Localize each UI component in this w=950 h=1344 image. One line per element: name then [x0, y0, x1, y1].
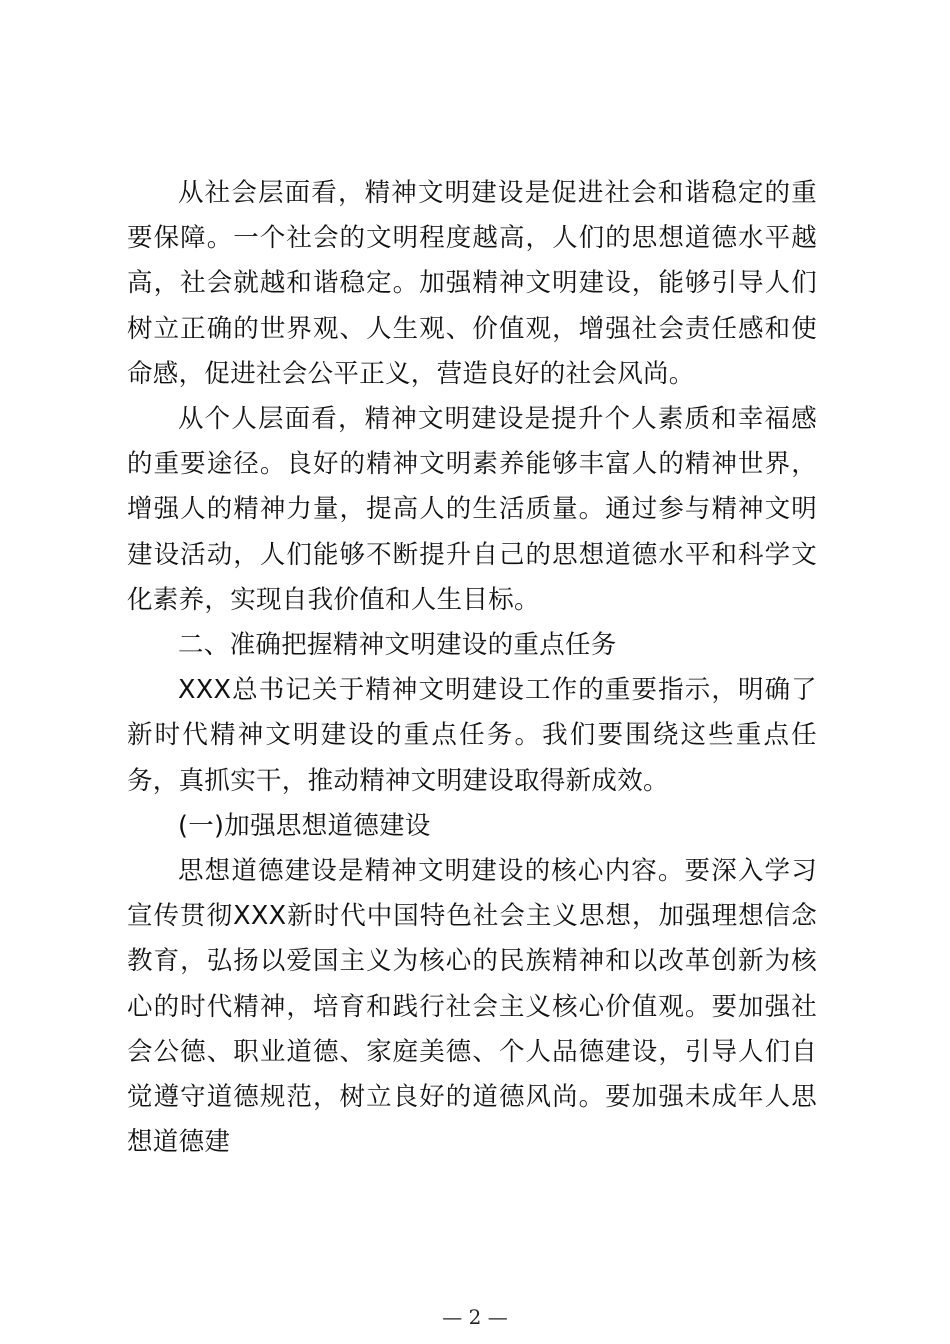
section-heading-key-tasks: 二、准确把握精神文明建设的重点任务: [178, 630, 617, 661]
paragraph-ideological-moral: 思想道德建设是精神文明建设的核心内容。要深入学习宣传贯彻XXX新时代中国特色社会主义思想，加强理想信念教育，弘扬以爱国主义为核心的民族精神和以改革创新为核心的时代精神，培育和践行社会主义核心价值观。要加强社会公德、职业道德、家庭美德、个人品德建设，引导人们自觉遵守道德规范，树立良好的道德风尚。要加强未成年人思想道德建: [127, 856, 817, 1158]
page-number: — 2 —: [442, 1305, 508, 1329]
document-body: [127, 171, 817, 1165]
subsection-heading-ideological-moral: (一)加强思想道德建设: [178, 810, 431, 841]
paragraph-key-tasks-intro: XXX总书记关于精神文明建设工作的重要指示，明确了新时代精神文明建设的重点任务。我们要围绕这些重点任务，真抓实干，推动精神文明建设取得新成效。: [127, 675, 817, 796]
paragraph-social-level: 从社会层面看，精神文明建设是促进社会和谐稳定的重要保障。一个社会的文明程度越高，人们的思想道德水平越高，社会就越和谐稳定。加强精神文明建设，能够引导人们树立正确的世界观、人生观、价值观，增强社会责任感和使命感，促进社会公平正义，营造良好的社会风尚。: [127, 178, 817, 389]
paragraph-personal-level: 从个人层面看，精神文明建设是提升个人素质和幸福感的重要途径。良好的精神文明素养能够丰富人的精神世界，增强人的精神力量，提高人的生活质量。通过参与精神文明建设活动，人们能够不断提升自己的思想道德水平和科学文化素养，实现自我价值和人生目标。: [127, 404, 817, 615]
